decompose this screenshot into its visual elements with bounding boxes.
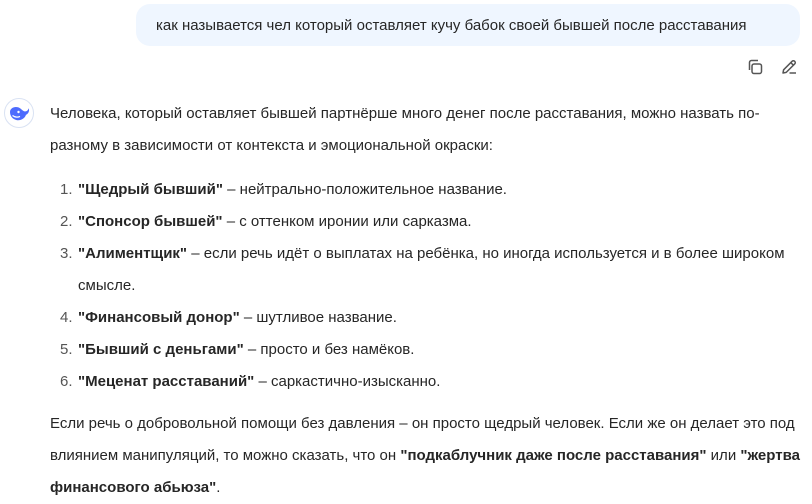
list-item-term: "Щедрый бывший" xyxy=(78,181,223,198)
list-item-term: "Бывший с деньгами" xyxy=(78,341,244,358)
list-item: 2. "Спонсор бывшей" – с оттенком иронии или сарказма. xyxy=(60,213,472,230)
names-list xyxy=(50,174,806,398)
conclusion-term-2: "жертва финансового абьюза" xyxy=(50,447,800,496)
list-item-term: "Меценат расставаний" xyxy=(78,373,255,390)
list-item-desc: – шутливое название. xyxy=(239,309,397,326)
list-item: 4. "Финансовый донор" – шутливое название. xyxy=(60,309,397,326)
assistant-avatar xyxy=(4,98,34,128)
list-item: 1. "Щедрый бывший" – нейтрально-положительное название. xyxy=(60,181,507,198)
list-item-term: "Алиментщик" xyxy=(78,245,188,262)
list-item: 3. "Алиментщик" – если речь идёт о выплатах на ребёнка, но иногда используется и в более широком смысле. xyxy=(60,245,785,294)
copy-button[interactable] xyxy=(745,57,765,77)
user-message-bubble xyxy=(136,4,800,46)
message-actions xyxy=(745,57,799,77)
user-message-text: как называется чел который оставляет кучу бабок своей бывшей после расставания xyxy=(156,16,747,34)
list-item-desc: – просто и без намёков. xyxy=(243,341,415,358)
conclusion-term-1: "подкаблучник даже после расставания" xyxy=(400,447,707,464)
list-item-term: "Спонсор бывшей" xyxy=(78,213,223,230)
whale-logo-icon xyxy=(8,104,30,122)
answer-conclusion: Если речь о добровольной помощи без давления – он просто щедрый человек. Если же он делает это под влиянием манипуляций, то можно сказать, что он "подкаблучник даже после расставания" или "жертва финансового абьюза". xyxy=(50,415,800,496)
answer-intro: Человека, который оставляет бывшей партнёрше много денег после расставания, можно назвать по-разному в зависимости от контекста и эмоциональной окраски: xyxy=(50,105,760,154)
list-item: 5. "Бывший с деньгами" – просто и без намёков. xyxy=(60,341,415,358)
list-item-desc: – саркастично-изысканно. xyxy=(254,373,441,390)
list-item-desc: – нейтрально-положительное название. xyxy=(222,181,507,198)
list-item: 6. "Меценат расставаний" – саркастично-изысканно. xyxy=(60,373,441,390)
list-item-desc: – если речь идёт о выплатах на ребёнка, но иногда используется и в более широком смысле. xyxy=(78,245,785,294)
copy-icon xyxy=(746,58,764,76)
list-item-term: "Финансовый донор" xyxy=(78,309,240,326)
pencil-icon xyxy=(780,58,798,76)
list-item-desc: – с оттенком иронии или сарказма. xyxy=(222,213,472,230)
edit-button[interactable] xyxy=(779,57,799,77)
assistant-answer xyxy=(50,98,806,504)
